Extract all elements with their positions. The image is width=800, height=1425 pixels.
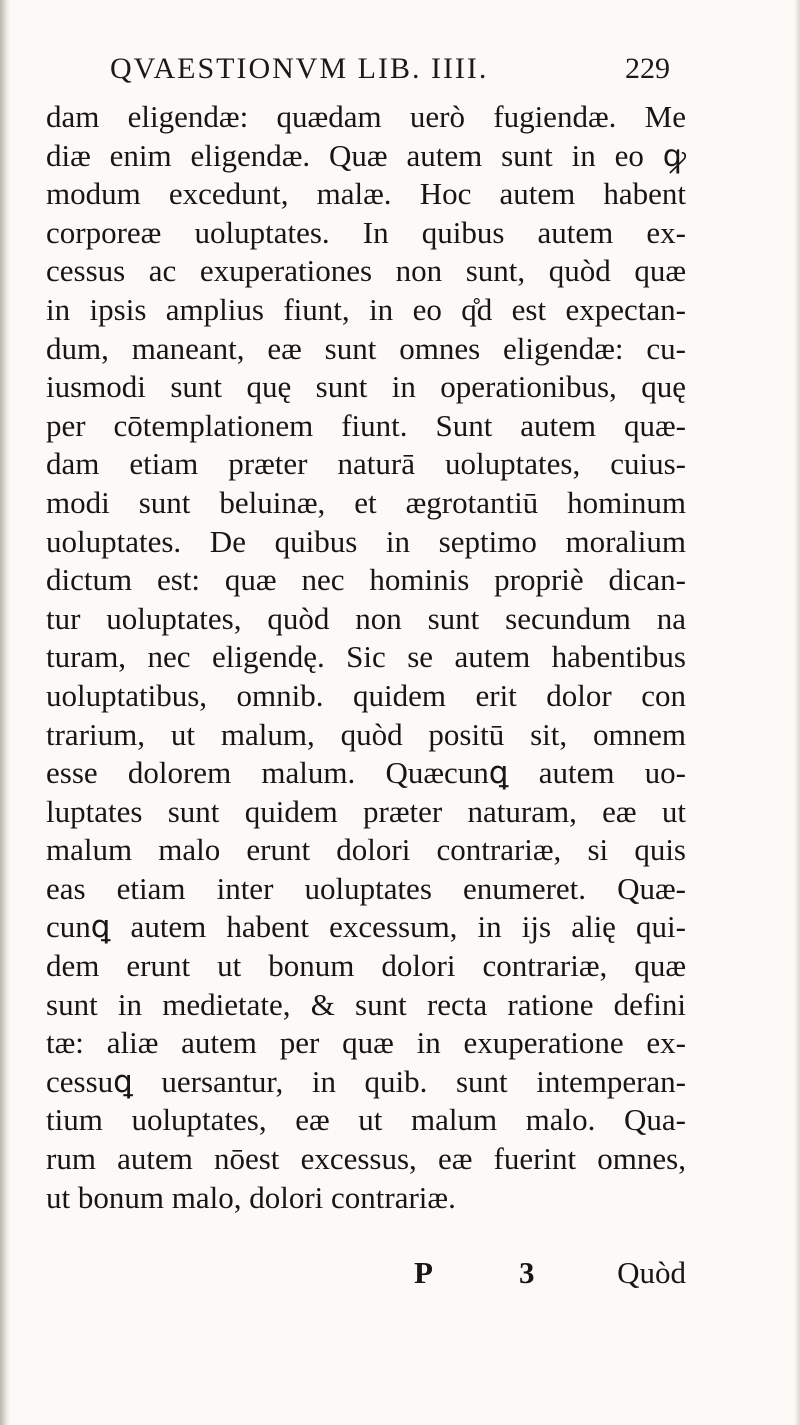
text-line: in ipsis amplius fiunt, in eo q̊d est expectan- [46,291,686,327]
text-line: cunꝗ autem habent excessum, in ijs alię qui- [46,909,686,945]
page-footer [46,1255,686,1299]
text-line: per cōtemplationem fiunt. Sunt autem quæ- [46,407,686,443]
text-line: dam etiam præter naturā uoluptates, cuius- [46,446,686,482]
text-line: sunt in medietate, & sunt recta ratione defini [46,986,686,1022]
text-line: malum malo erunt dolori contrariæ, si quis [46,832,686,868]
running-title: QVAESTIONVM LIB. IIII. [110,52,489,85]
text-line: tur uoluptates, quòd non sunt secundum na [46,600,686,636]
text-line: uoluptatibus, omnib. quidem erit dolor con [46,677,686,713]
text-line: uoluptates. De quibus in septimo moralium [46,523,686,559]
running-head [110,52,670,96]
text-line: dam eligendæ: quædam uerò fugiendæ. Me [46,99,686,134]
page-gutter-shadow [0,0,10,1425]
page-edge-right [794,0,800,1425]
folio-number: 229 [625,52,670,85]
body-text [46,98,686,1217]
text-line: trarium, ut malum, quòd positū sit, omnem [46,716,686,752]
text-line: iusmodi sunt quę sunt in operationibus, quę [46,369,686,405]
text-line: dem erunt ut bonum dolori contrariæ, quæ [46,948,686,984]
text-line: diæ enim eligendæ. Quæ autem sunt in eo ꝙ [46,137,686,173]
text-line: modum excedunt, malæ. Hoc autem habent [46,176,686,212]
text-line: dum, maneant, eæ sunt omnes eligendæ: cu- [46,330,686,366]
text-line: esse dolorem malum. Quæcunꝗ autem uo- [46,755,686,791]
text-line: cessuꝗ uersantur, in quib. sunt intemperan- [46,1063,686,1099]
text-line: rum autem nōest excessus, eæ fuerint omnes, [46,1141,686,1177]
text-line: cessus ac exuperationes non sunt, quòd quæ [46,253,686,289]
text-line: corporeæ uoluptates. In quibus autem ex- [46,214,686,250]
signature-mark: P 3 [414,1255,575,1290]
text-line: modi sunt beluinæ, et ægrotantiū hominum [46,484,686,520]
text-line: ut bonum malo, dolori contrariæ. [46,1179,456,1215]
catchword: Quòd [617,1255,686,1290]
text-line: tæ: aliæ autem per quæ in exuperatione ex- [46,1025,686,1061]
text-line: luptates sunt quidem præter naturam, eæ ut [46,793,686,829]
text-line: turam, nec eligendę. Sic se autem habentibus [46,639,686,675]
text-line: tium uoluptates, eæ ut malum malo. Qua- [46,1102,686,1138]
text-line: dictum est: quæ nec hominis propriè dican- [46,562,686,598]
text-line: eas etiam inter uoluptates enumeret. Quæ- [46,870,686,906]
